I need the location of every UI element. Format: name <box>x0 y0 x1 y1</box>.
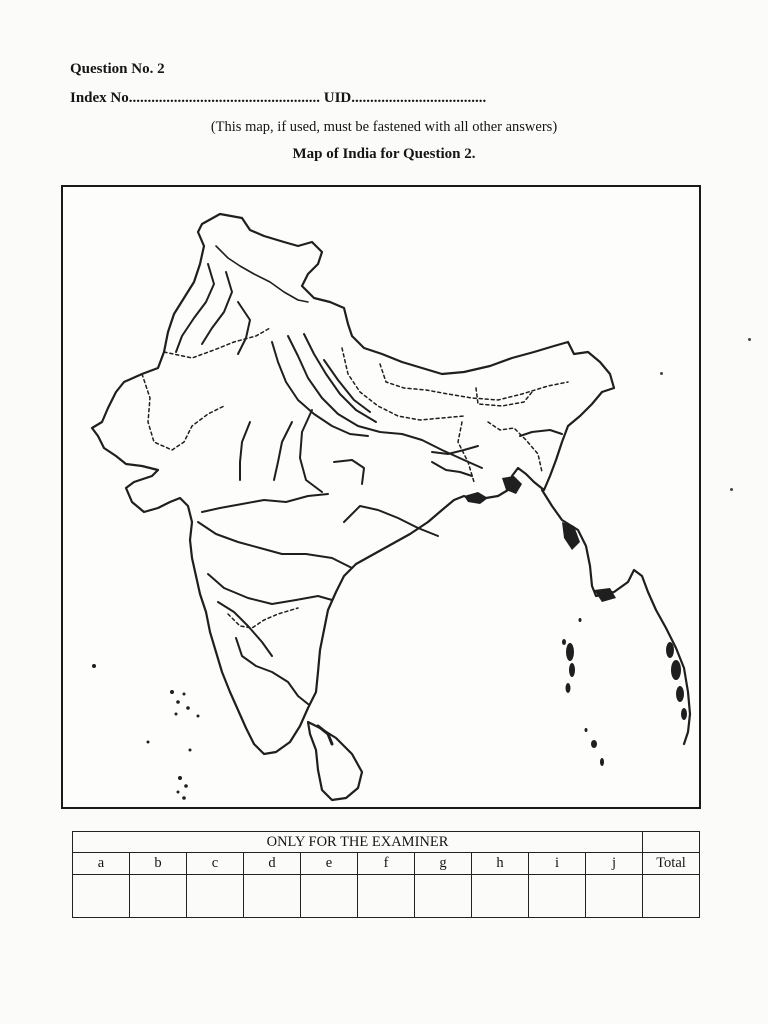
examiner-header-row <box>73 853 700 875</box>
marks-cell-i[interactable] <box>529 875 586 918</box>
marks-cell-h[interactable] <box>472 875 529 918</box>
column-header-e: e <box>301 853 358 875</box>
lakshadweep-islands <box>92 664 200 800</box>
column-header-g: g <box>415 853 472 875</box>
marks-cell-b[interactable] <box>130 875 187 918</box>
marks-cell-f[interactable] <box>358 875 415 918</box>
column-header-a: a <box>73 853 130 875</box>
examiner-title: ONLY FOR THE EXAMINER <box>73 832 643 853</box>
column-header-d: d <box>244 853 301 875</box>
column-header-b: b <box>130 853 187 875</box>
examiner-marks-row <box>73 875 700 918</box>
column-header-total: Total <box>643 853 700 875</box>
uid-label: UID. <box>323 90 356 106</box>
speck <box>660 372 663 375</box>
column-header-f: f <box>358 853 415 875</box>
sri-lanka-outline <box>308 722 362 800</box>
speck <box>748 338 751 341</box>
map-title: Map of India for Question 2. <box>292 146 476 162</box>
column-header-c: c <box>187 853 244 875</box>
marks-cell-e[interactable] <box>301 875 358 918</box>
andaman-islands <box>562 618 687 766</box>
map-frame <box>61 185 701 809</box>
index-uid-line <box>70 90 486 107</box>
marks-cell-total[interactable] <box>643 875 700 918</box>
marks-cell-a[interactable] <box>73 875 130 918</box>
marks-cell-j[interactable] <box>586 875 643 918</box>
index-number-field[interactable]: .................................................. <box>132 90 321 106</box>
column-header-j: j <box>586 853 643 875</box>
examiner-title-spacer <box>643 832 700 853</box>
instruction-note: (This map, if used, must be fastened with all other answers) <box>210 119 558 135</box>
marks-cell-g[interactable] <box>415 875 472 918</box>
index-label: Index No. <box>70 90 133 106</box>
uid-field[interactable]: ................................... <box>355 90 487 106</box>
column-header-i: i <box>529 853 586 875</box>
marks-cell-d[interactable] <box>244 875 301 918</box>
examiner-table <box>72 831 700 918</box>
mainland-outline <box>92 214 614 754</box>
speck <box>730 488 733 491</box>
marks-cell-c[interactable] <box>187 875 244 918</box>
column-header-h: h <box>472 853 529 875</box>
question-number: Question No. 2 <box>70 61 165 77</box>
india-outline-map <box>63 187 699 807</box>
